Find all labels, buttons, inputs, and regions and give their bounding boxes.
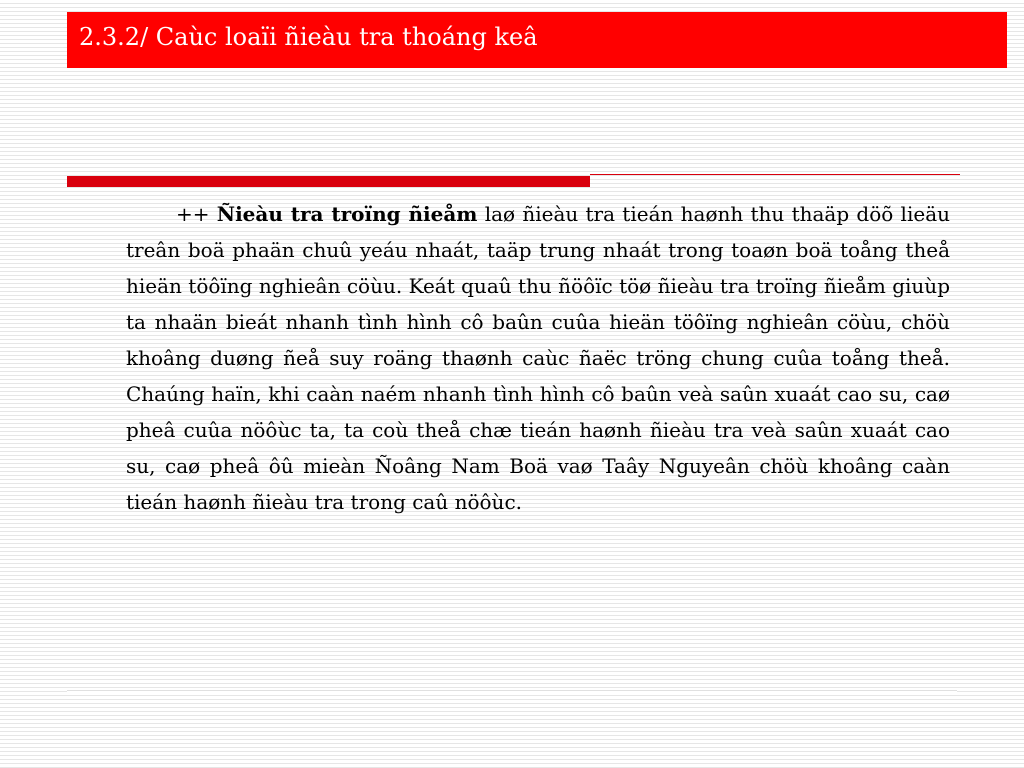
slide-title: 2.3.2/ Caùc loaïi ñieàu tra thoáng keâ — [79, 23, 538, 51]
title-bar — [67, 12, 1007, 68]
title-divider-thick — [67, 176, 590, 187]
body-paragraph — [126, 196, 950, 520]
paragraph-prefix: ++ — [176, 202, 217, 226]
bottom-rule — [67, 690, 957, 693]
paragraph-text: laø ñieàu tra tieán haønh thu thaäp döõ lieäu treân boä phaän chuû yeáu nhaát, taäp trung nhaát trong toaøn boä toång theå hieän töôïng nghieân cöùu. Keát quaû thu ñöôïc töø ñieàu tra troïng ñieåm giuùp ta nhaän bieát nhanh tình hình cô baûn cuûa hieän töôïng nghieân cöùu, chöù khoâng duøng ñeå suy roäng thaønh caùc ñaëc tröng chung cuûa toång theå. Chaúng haïn, khi caàn naém nhanh tình hình cô baûn veà saûn xuaát cao su, caø pheâ cuûa nöôùc ta, ta coù theå chæ tieán haønh ñieàu tra veà saûn xuaát cao su, caø pheâ ôû mieàn Ñoâng Nam Boä vaø Taây Nguyeân chöù khoâng caàn tieán haønh ñieàu tra trong caû nöôùc. — [126, 202, 950, 514]
title-divider-thin — [590, 174, 960, 175]
paragraph-bold-term: Ñieàu tra troïng ñieåm — [216, 202, 478, 226]
